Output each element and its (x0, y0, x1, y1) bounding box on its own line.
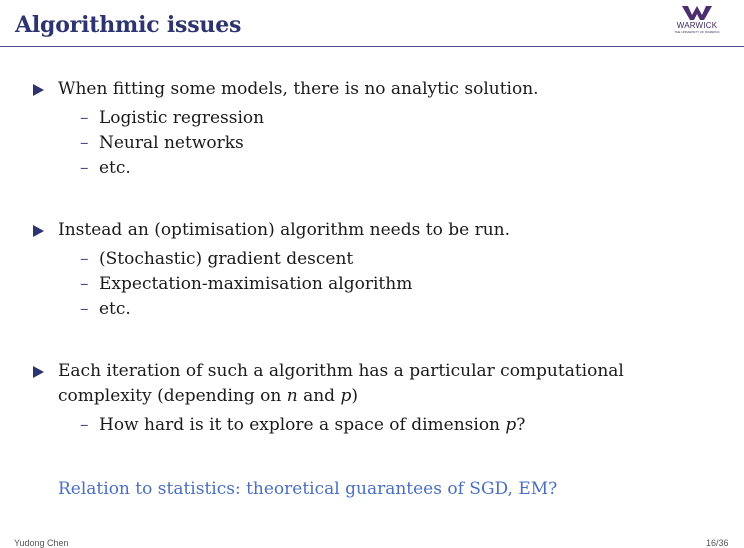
math-variable-p: p (505, 415, 517, 435)
footer-page-number: 16/36 (706, 538, 729, 548)
dash-icon: – (80, 133, 89, 153)
sub-item (80, 297, 131, 322)
slide-title: Algorithmic issues (15, 12, 242, 38)
sub-item (80, 106, 264, 131)
triangle-bullet-icon (33, 84, 44, 96)
bullet-text: Instead an (optimisation) algorithm needs to be run. (58, 220, 510, 240)
bullet-text: When fitting some models, there is no analytic solution. (58, 79, 539, 99)
sub-item (80, 413, 525, 438)
bullet-text-part: complexity (depending on (58, 386, 287, 406)
dash-icon: – (80, 108, 89, 128)
bullet-text-part: ) (351, 386, 358, 406)
sub-item (80, 131, 244, 156)
triangle-bullet-icon (33, 366, 44, 378)
sub-item-text: etc. (99, 158, 131, 178)
sub-item-text: Neural networks (99, 133, 244, 153)
dash-icon: – (80, 299, 89, 319)
sub-item-text: Logistic regression (99, 108, 265, 128)
footer-author: Yudong Chen (14, 538, 69, 548)
bullet-text-continued (58, 384, 358, 409)
dash-icon: – (80, 158, 89, 178)
sub-item (80, 156, 131, 181)
dash-icon: – (80, 274, 89, 294)
sub-item-text: etc. (99, 299, 131, 319)
bullet-text: Each iteration of such a algorithm has a particular computational (58, 361, 624, 381)
highlight-note: Relation to statistics: theoretical guarantees of SGD, EM? (58, 479, 558, 499)
logo-subtext: THE UNIVERSITY OF WARWICK (674, 30, 720, 34)
sub-item (80, 247, 353, 272)
dash-icon: – (80, 415, 89, 435)
triangle-bullet-icon (33, 225, 44, 237)
sub-item (80, 272, 412, 297)
sub-item-text: How hard is it to explore a space of dimension (99, 415, 506, 435)
math-variable-n: n (286, 386, 298, 406)
bullet-text-part: and (297, 386, 341, 406)
sub-item-text: ? (516, 415, 526, 435)
logo-wordmark: WARWICK (676, 21, 718, 30)
sub-item-text: (Stochastic) gradient descent (99, 249, 354, 269)
dash-icon: – (80, 249, 89, 269)
sub-item-text: Expectation-maximisation algorithm (99, 274, 413, 294)
math-variable-p: p (340, 386, 352, 406)
